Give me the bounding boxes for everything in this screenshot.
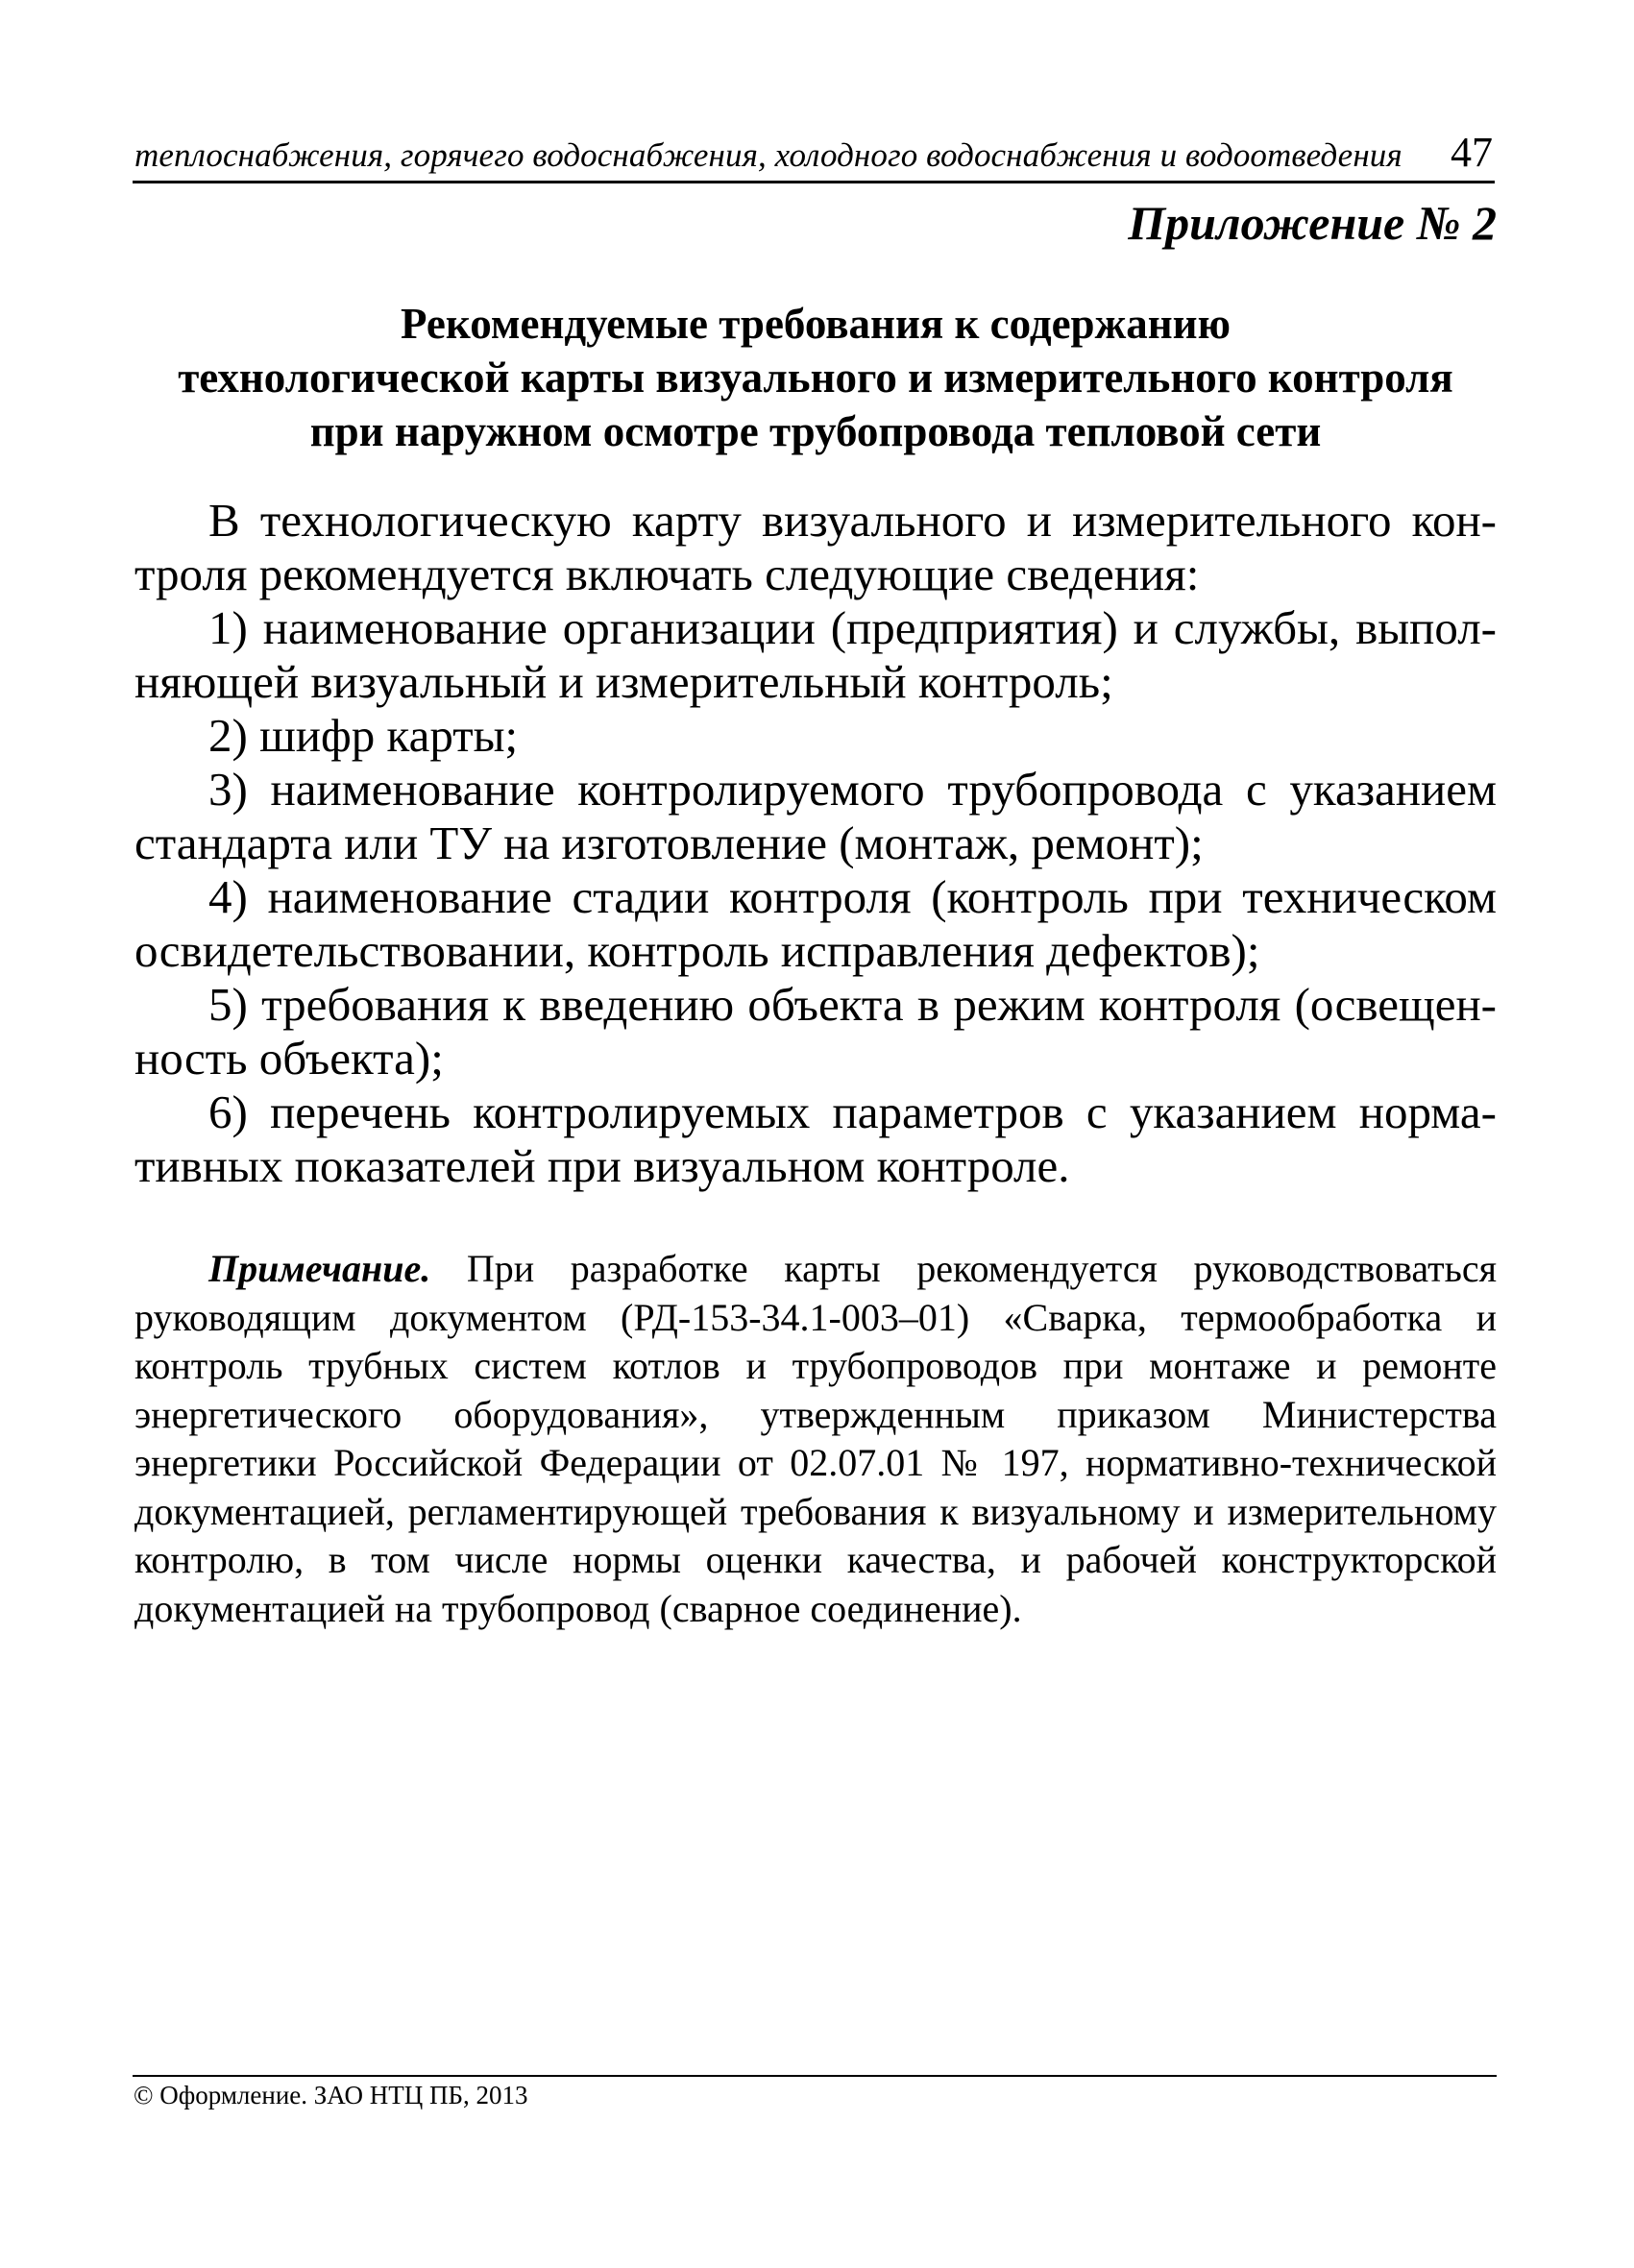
body-text	[134, 494, 1497, 1193]
footer-divider	[133, 2075, 1497, 2077]
note-paragraph	[134, 1245, 1497, 1633]
list-item-5: 5) требования к введению объекта в режим контроля (освещенность объекта);	[134, 978, 1497, 1085]
list-item-4: 4) наименование стадии контроля (контроль при техническом освидетельствовании, контроль исправления дефектов);	[134, 870, 1497, 977]
footer-copyright: © Оформление. ЗАО НТЦ ПБ, 2013	[134, 2081, 528, 2109]
appendix-label: Приложение № 2	[1128, 196, 1497, 250]
intro-paragraph: В технологическую карту визуального и измерительного контроля рекомендуется включать следующие сведения:	[134, 494, 1497, 600]
running-header	[133, 119, 1495, 183]
page-number: 47	[1451, 129, 1493, 176]
title-line-1: Рекомендуемые требования к содержанию	[401, 300, 1231, 348]
list-item-2: 2) шифр карты;	[208, 709, 519, 762]
title-line-3: при наружном осмотре трубопровода тепловой сети	[309, 407, 1322, 455]
running-header-title: теплоснабжения, горячего водоснабжения, холодного водоснабжения и водоотведения	[134, 136, 1402, 174]
document-title	[134, 297, 1497, 458]
list-item-3: 3) наименование контролируемого трубопровода с указанием стандарта или ТУ на изготовление (монтаж, ремонт);	[134, 763, 1497, 869]
note-text: При разработке карты рекомендуется руководствоваться руководящим документом (РД-153-34.1-003–01) «Сварка, термообработка и контроль трубных систем котлов и трубопроводов при монтаже и ремонте энергетического оборудования», утвержденным приказом Министерства энергетики Российской Федерации от 02.07.01 № 197, нормативно-технической документацией, регламентирующей требования к визуальному и измерительному контролю, в том числе нормы оценки качества, и рабочей конструкторской документацией на трубопровод (сварное соединение).	[134, 1247, 1497, 1630]
list-item-6: 6) перечень контролируемых параметров с указанием нормативных показателей при визуальном контроле.	[134, 1085, 1497, 1192]
note-label: Примечание.	[208, 1247, 431, 1290]
list-item-1: 1) наименование организации (предприятия) и службы, выполняющей визуальный и измерительный контроль;	[134, 601, 1497, 708]
title-line-2: технологической карты визуального и измерительного контроля	[178, 354, 1453, 402]
